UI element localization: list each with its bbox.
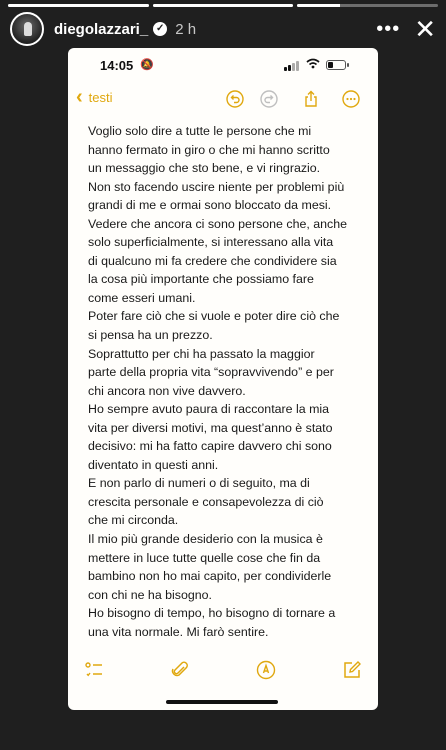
- note-line: hanno fermato in giro o che mi hanno scritto: [88, 142, 330, 157]
- note-line: un messaggio che sto bene, e vi ringrazio.: [88, 161, 321, 176]
- battery-level: [328, 62, 333, 68]
- progress-segment: [8, 4, 149, 7]
- note-line: Ho sempre avuto paura di raccontare la mia: [88, 402, 330, 417]
- share-icon[interactable]: [302, 90, 320, 108]
- undo-icon[interactable]: [226, 90, 244, 108]
- note-line: E non parlo di numeri o di seguito, ma di: [88, 476, 310, 491]
- progress-fill: [153, 4, 294, 7]
- note-line: come esseri umani.: [88, 290, 196, 305]
- back-button[interactable]: [76, 88, 113, 106]
- verified-badge-icon: ✓: [153, 22, 167, 36]
- avatar[interactable]: [10, 12, 44, 46]
- story-header: [10, 12, 436, 46]
- markup-pen-icon[interactable]: [256, 660, 276, 680]
- note-line: decisivo: mi ha fatto capire davvero chi sono: [88, 439, 332, 454]
- note-line: Poter fare ciò che si vuole e poter dire ciò che: [88, 309, 340, 324]
- notes-nav-bar: [68, 86, 378, 114]
- checklist-icon[interactable]: [84, 660, 104, 680]
- signal-icon: [284, 61, 300, 71]
- note-line: chi ancora non vive davvero.: [88, 383, 246, 398]
- note-line: crescita personale e consapevolezza di ciò: [88, 494, 324, 509]
- note-line: Soprattutto per chi ha passato la maggior: [88, 346, 315, 361]
- more-circle-icon[interactable]: [342, 90, 360, 108]
- progress-segment: [153, 4, 294, 7]
- home-indicator[interactable]: [166, 700, 278, 704]
- note-line: grandi di me e ormai sono bloccato da mesi.: [88, 198, 332, 213]
- more-options-icon[interactable]: •••: [376, 17, 401, 40]
- compose-icon[interactable]: [342, 660, 362, 680]
- note-line: bambino non ho mai capito, per condividerle: [88, 569, 332, 584]
- status-clock: 14:05: [100, 58, 134, 73]
- note-body[interactable]: [88, 122, 370, 641]
- wifi-icon: [306, 58, 320, 72]
- progress-fill: [297, 4, 339, 7]
- story-time: 2 h: [175, 20, 197, 38]
- close-icon[interactable]: ✕: [414, 14, 436, 44]
- note-line: parte della propria vita “sopravvivendo” e per: [88, 365, 334, 380]
- chevron-left-icon: ‹: [76, 86, 83, 108]
- progress-segment: [297, 4, 438, 7]
- progress-fill: [8, 4, 149, 7]
- note-line: Non sto facendo uscire niente per problemi più: [88, 179, 345, 194]
- note-line: Ho bisogno di tempo, ho bisogno di tornare a: [88, 606, 336, 621]
- attachment-icon[interactable]: [170, 660, 190, 680]
- note-line: Il mio più grande desiderio con la musica è: [88, 532, 323, 547]
- story-progress: [8, 4, 438, 7]
- notes-screenshot: [68, 48, 378, 710]
- battery-icon: [326, 60, 346, 70]
- note-line: Voglio solo dire a tutte le persone che mi: [88, 124, 312, 138]
- redo-icon[interactable]: [260, 90, 278, 108]
- note-line: Vedere che ancora ci sono persone che, anche: [88, 216, 348, 231]
- note-line: una vita normale. Mi farò sentire.: [88, 624, 269, 639]
- back-label: testi: [88, 89, 113, 105]
- notes-toolbar: [68, 660, 378, 684]
- note-line: mettere in luce tutte quelle cose che fin da: [88, 550, 321, 565]
- note-line: la cosa più importante che possiamo fare: [88, 272, 314, 287]
- note-line: si pensa ha un prezzo.: [88, 328, 213, 343]
- note-line: con chi ne ha bisogno.: [88, 587, 212, 602]
- note-line: vita per diversi motivi, ma quest’anno è stato: [88, 420, 333, 435]
- note-line: solo superficialmente, si interessano alla vita: [88, 235, 334, 250]
- silent-bell-icon: 🔕: [140, 59, 154, 71]
- note-line: diventato in questi anni.: [88, 457, 219, 472]
- username[interactable]: diegolazzari_: [54, 20, 149, 38]
- note-line: di qualcuno mi fa credere che condividere sia: [88, 253, 337, 268]
- status-bar: [68, 56, 378, 76]
- note-line: che mi circonda.: [88, 513, 179, 528]
